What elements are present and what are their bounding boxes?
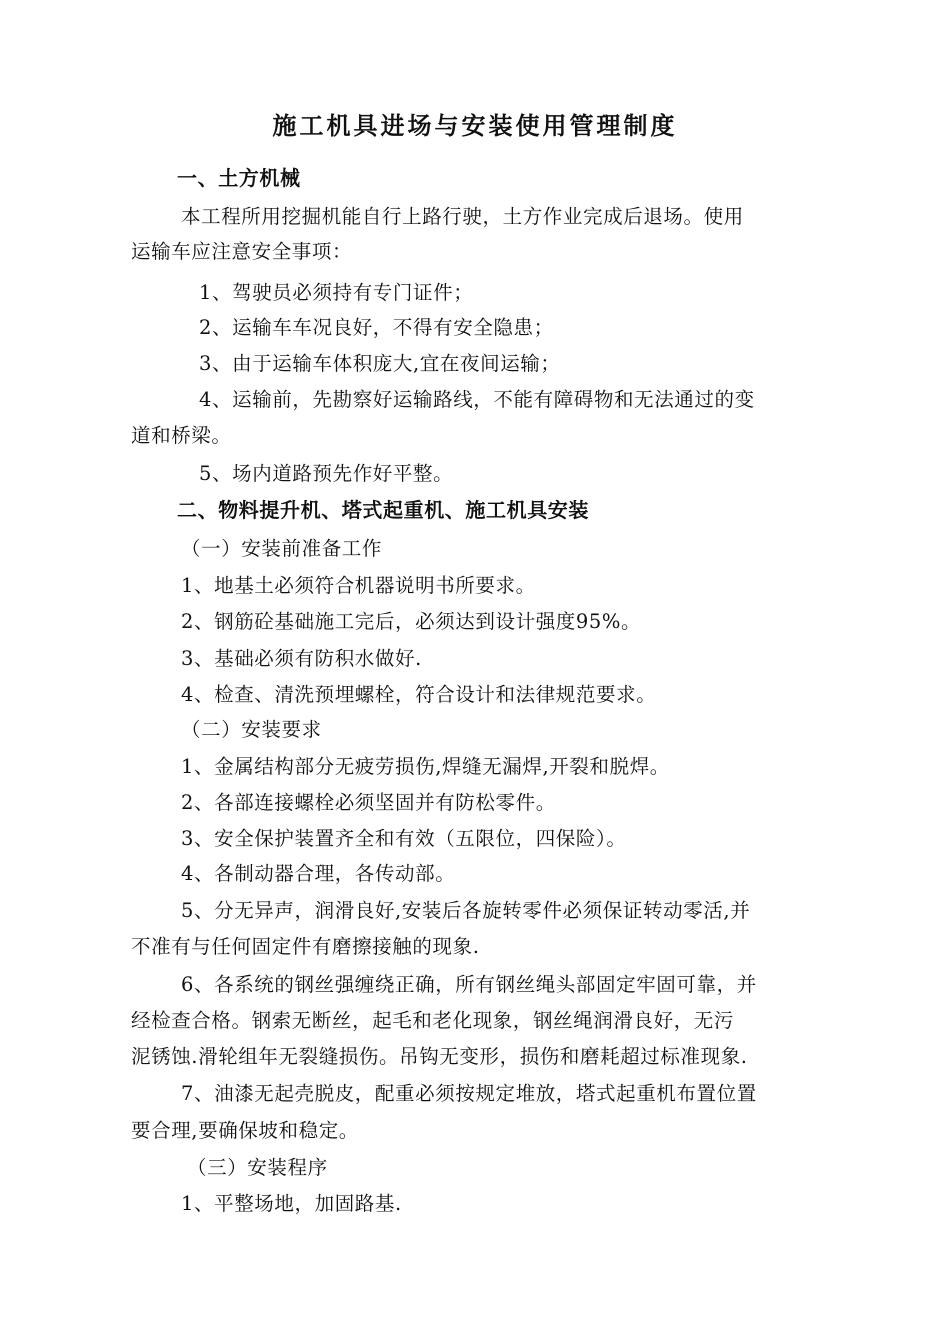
- section-heading-installation: 二、物料提升机、塔式起重机、施工机具安装: [177, 498, 589, 522]
- list-item: 4、运输前，先勘察好运输路线，不能有障碍物和无法通过的变: [199, 388, 755, 411]
- list-item: 2、钢筋砼基础施工完后，必须达到设计强度95%。: [181, 610, 642, 633]
- list-item: 6、各系统的钢丝强缠绕正确，所有钢丝绳头部固定牢固可靠，并: [181, 973, 757, 996]
- list-item: 2、运输车车况良好，不得有安全隐患；: [199, 316, 554, 339]
- list-item-continuation: 经检查合格。钢索无断丝，起毛和老化现象，钢丝绳润滑良好，无污: [131, 1009, 735, 1032]
- list-item-continuation: 道和桥梁。: [131, 424, 232, 447]
- paragraph-line: 运输车应注意安全事项：: [131, 240, 353, 263]
- list-item: 1、平整场地，加固路基.: [181, 1192, 402, 1215]
- list-item: 2、各部连接螺栓必须坚固并有防松零件。: [181, 791, 556, 814]
- list-item: 3、安全保护装置齐全和有效（五限位，四保险）。: [181, 827, 627, 850]
- list-item-continuation: 泥锈蚀.滑轮组年无裂缝损伤。吊钩无变形，损伤和磨耗超过标准现象.: [131, 1045, 748, 1068]
- list-item: 4、检查、清洗预埋螺栓，符合设计和法律规范要求。: [181, 683, 657, 706]
- section-heading-earthwork: 一、土方机械: [177, 166, 301, 190]
- paragraph-line: 本工程所用挖掘机能自行上路行驶，土方作业完成后退场。使用: [181, 205, 744, 228]
- list-item: 7、油漆无起壳脱皮，配重必须按规定堆放，塔式起重机布置位置: [181, 1082, 757, 1105]
- subsection-heading-preparation: （一）安装前准备工作: [181, 537, 383, 560]
- list-item-continuation: 要合理,要确保坡和稳定。: [131, 1119, 359, 1142]
- list-item: 5、分无异声，润滑良好,安装后各旋转零件必须保证转动零活,并: [181, 899, 751, 922]
- list-item: 3、基础必须有防积水做好.: [181, 647, 422, 670]
- document-title: 施工机具进场与安装使用管理制度: [272, 112, 678, 140]
- list-item: 4、各制动器合理，各传动部。: [181, 862, 456, 885]
- list-item: 1、金属结构部分无疲劳损伤,焊缝无漏焊,开裂和脱焊。: [181, 755, 670, 778]
- subsection-heading-requirements: （二）安装要求: [181, 718, 322, 741]
- list-item: 3、由于运输车体积庞大,宜在夜间运输；: [199, 352, 561, 375]
- list-item: 5、场内道路预先作好平整。: [199, 462, 454, 485]
- list-item: 1、地基土必须符合机器说明书所要求。: [181, 574, 536, 597]
- subsection-heading-procedure: （三）安装程序: [187, 1156, 328, 1179]
- list-item: 1、驾驶员必须持有专门证件；: [199, 281, 474, 304]
- list-item-continuation: 不准有与任何固定件有磨擦接触的现象.: [131, 935, 480, 958]
